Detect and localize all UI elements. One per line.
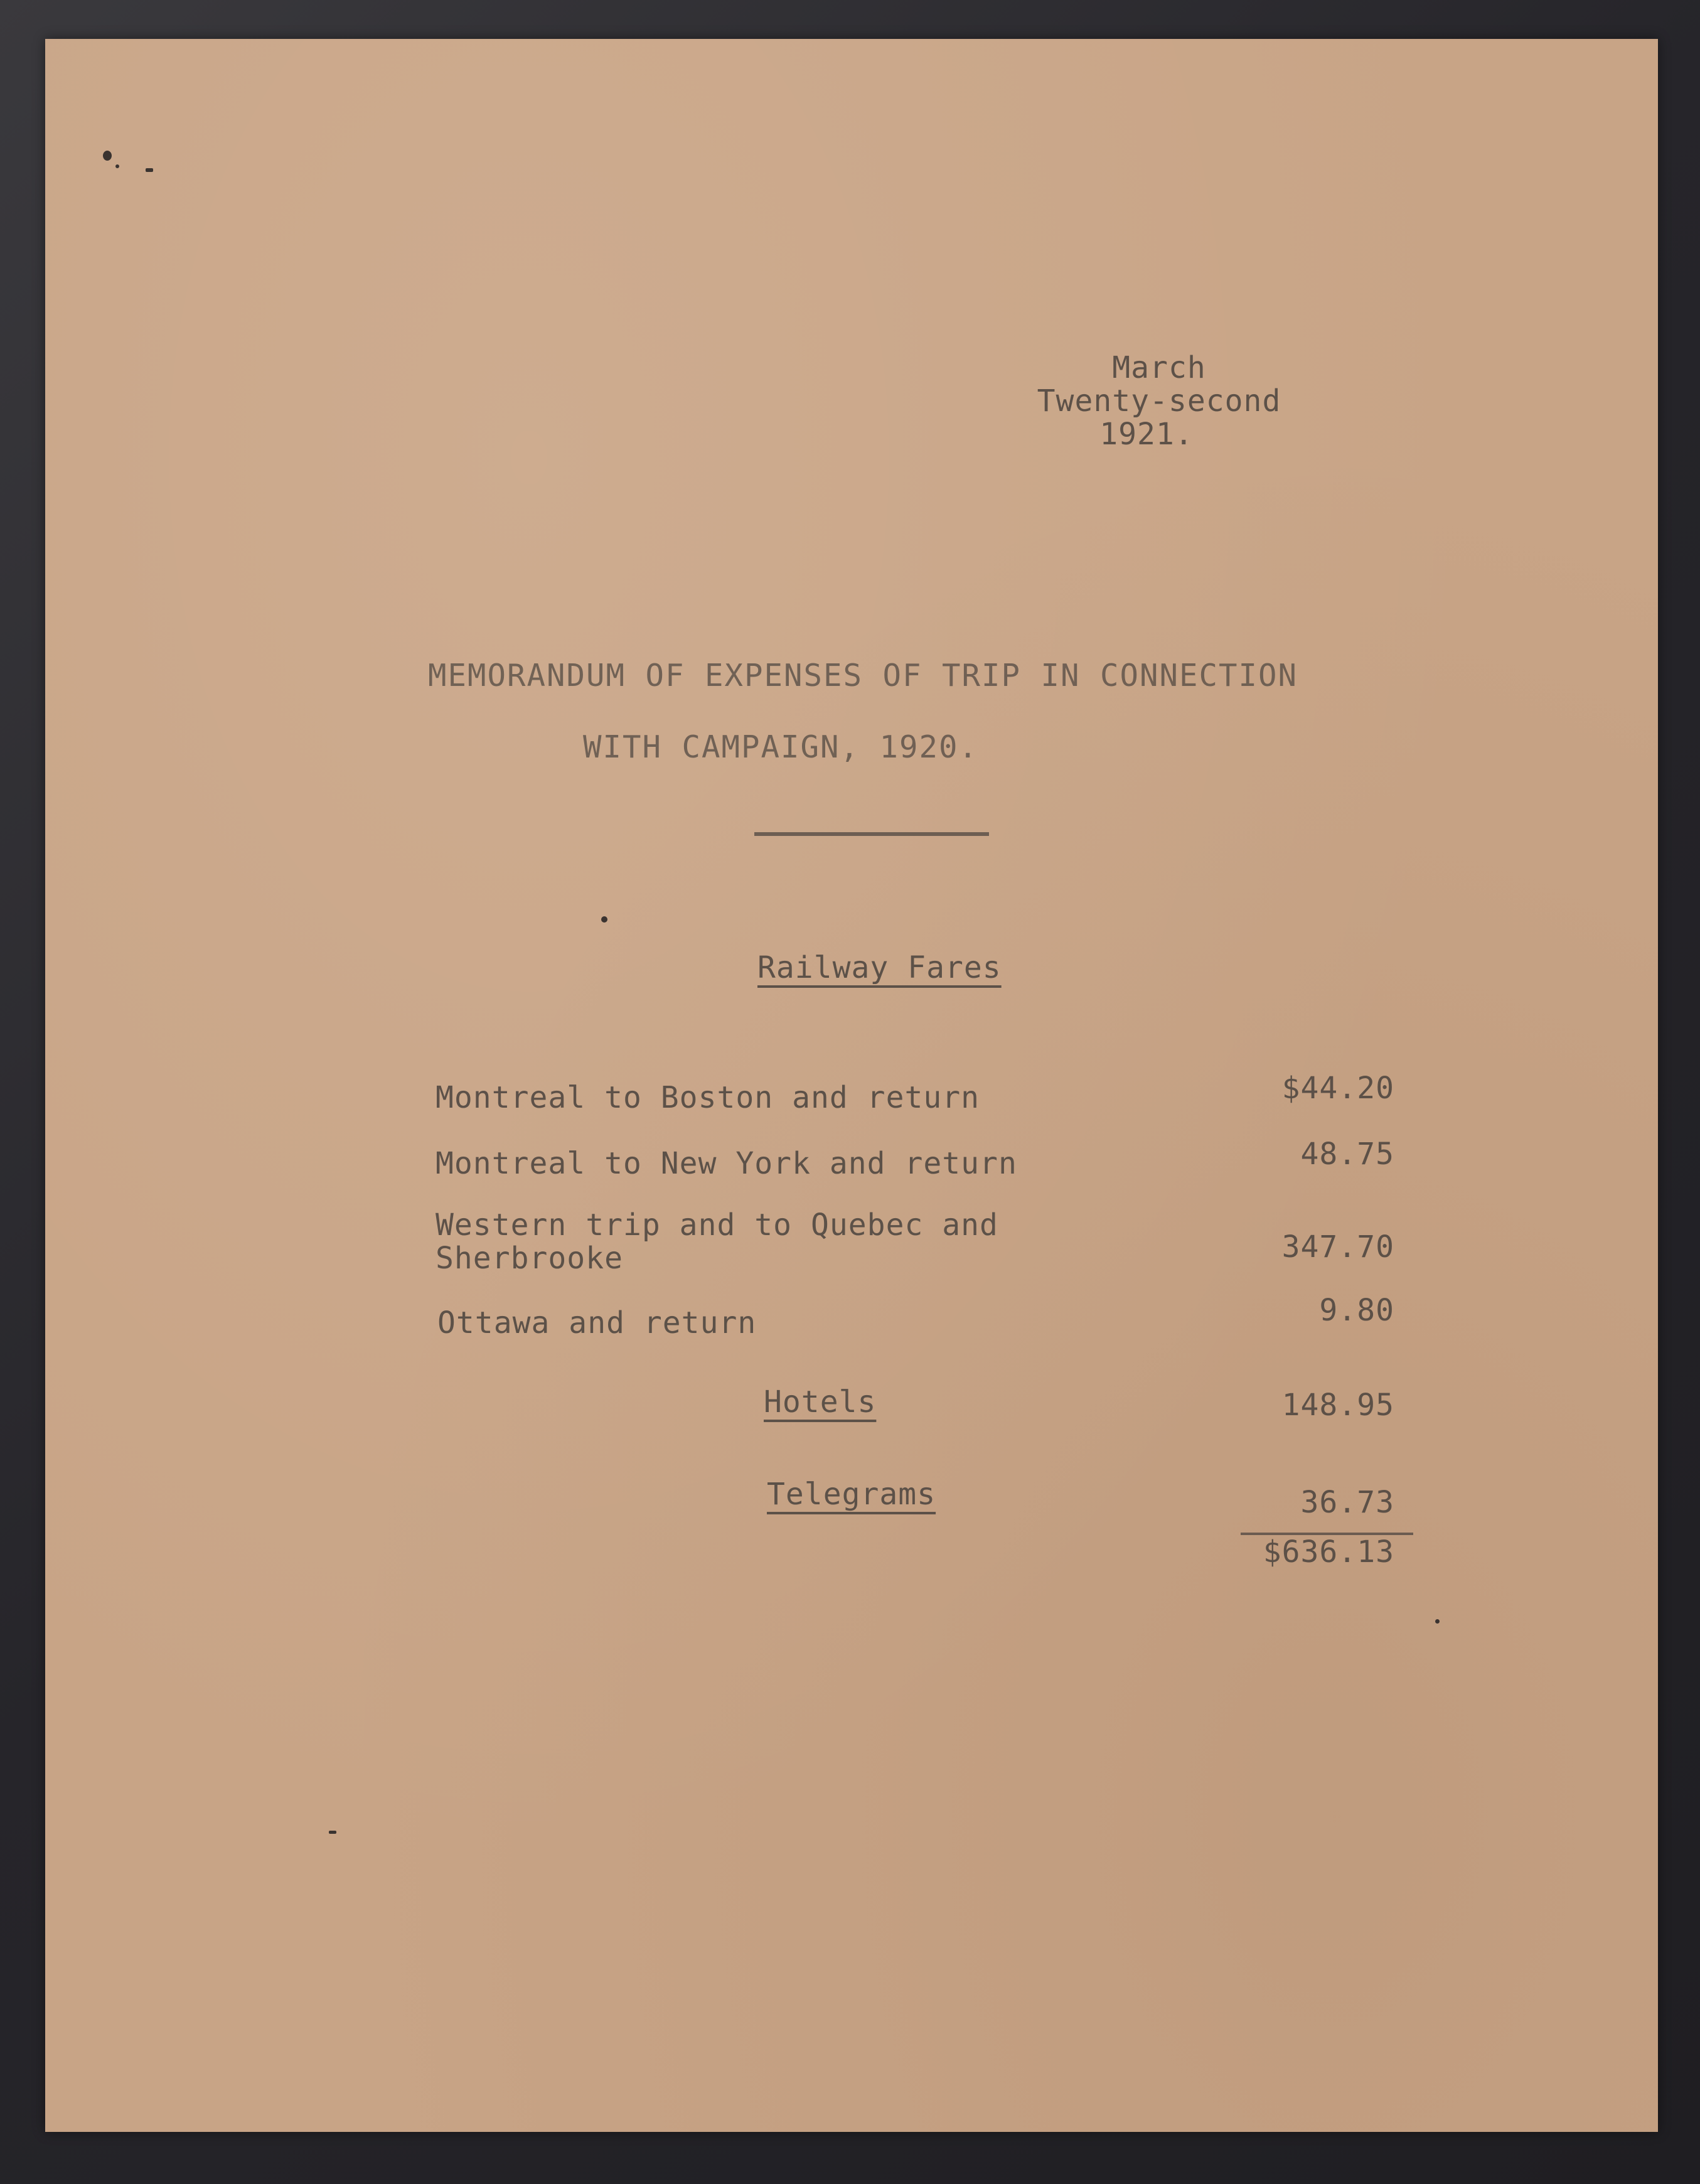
date-month: March xyxy=(1112,350,1206,385)
expense-item-amount: 347.70 xyxy=(1281,1229,1394,1265)
ink-speck xyxy=(115,164,119,168)
hotels-heading: Hotels xyxy=(764,1384,877,1420)
expense-item-amount: $44.20 xyxy=(1281,1071,1394,1106)
hotels-amount: 148.95 xyxy=(1281,1388,1394,1423)
date-year: 1921. xyxy=(1099,417,1194,452)
document-page xyxy=(45,39,1658,2132)
telegrams-heading: Telegrams xyxy=(767,1477,936,1512)
ink-speck xyxy=(146,168,153,172)
ink-speck xyxy=(103,151,112,161)
document-title-line-2: WITH CAMPAIGN, 1920. xyxy=(583,729,979,765)
expense-item-description: Montreal to New York and return xyxy=(436,1146,1017,1181)
document-title-line-1: MEMORANDUM OF EXPENSES OF TRIP IN CONNECTION xyxy=(428,658,1298,693)
date-day: Twenty-second xyxy=(1037,383,1281,419)
expense-item-description: Western trip and to Quebec and xyxy=(436,1207,998,1243)
ink-speck xyxy=(601,916,607,923)
expense-item-amount: 48.75 xyxy=(1300,1137,1394,1172)
expense-item-description: Montreal to Boston and return xyxy=(436,1080,980,1115)
title-divider xyxy=(754,832,989,836)
expense-item-description-continued: Sherbrooke xyxy=(436,1241,623,1276)
expense-item-description: Ottawa and return xyxy=(437,1305,757,1341)
ink-speck xyxy=(1435,1619,1440,1624)
railway-fares-heading: Railway Fares xyxy=(757,950,1002,985)
expense-item-amount: 9.80 xyxy=(1319,1293,1394,1328)
ink-speck xyxy=(329,1831,336,1834)
total-amount: $636.13 xyxy=(1263,1534,1394,1570)
telegrams-amount: 36.73 xyxy=(1300,1485,1394,1520)
